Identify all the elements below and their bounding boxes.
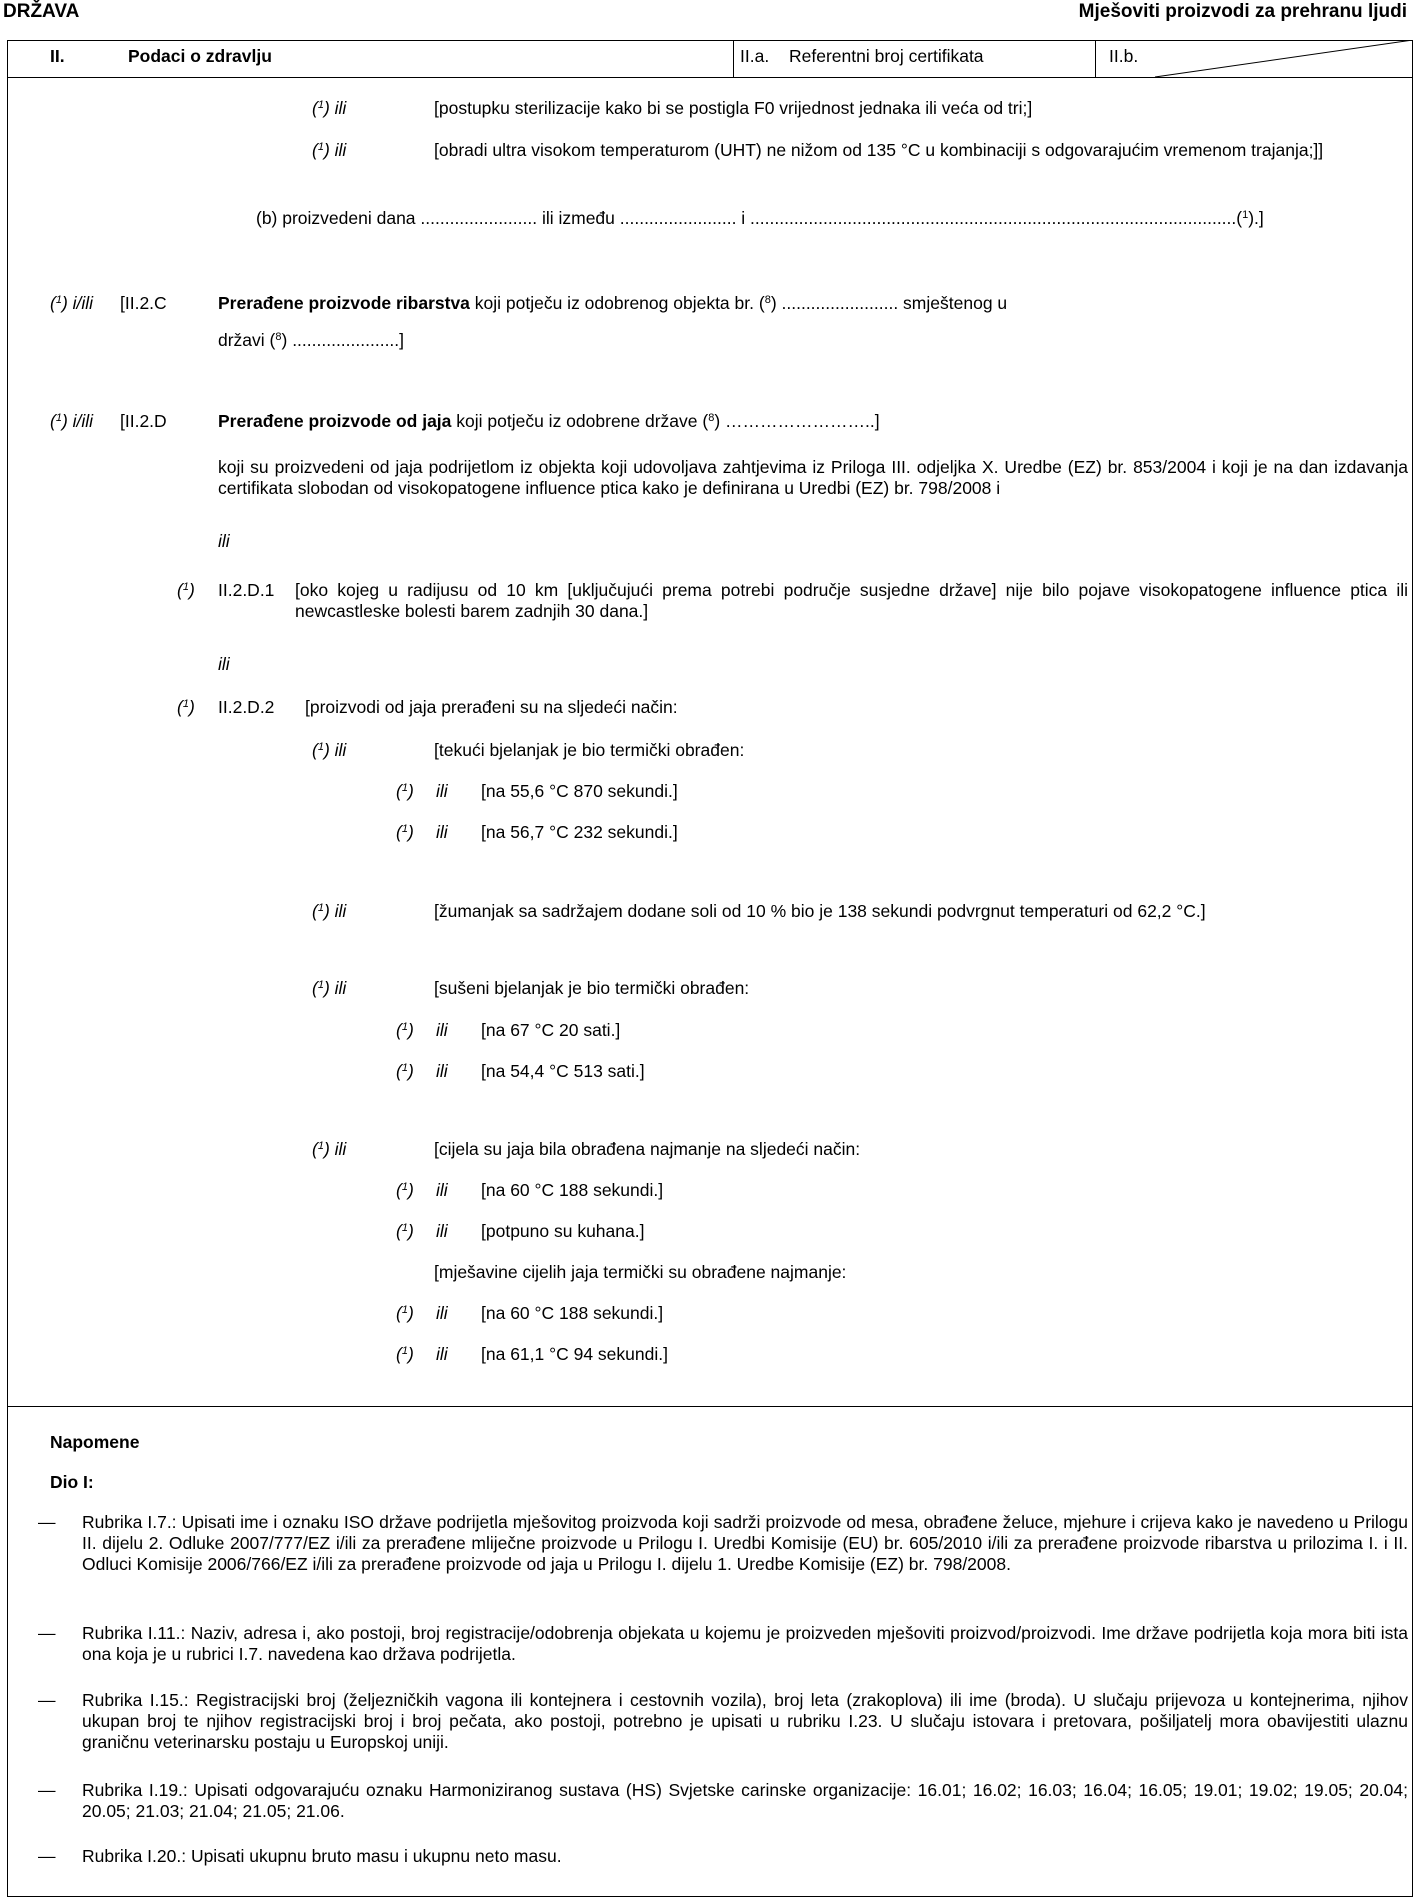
g4b-ili: ili: [436, 1221, 448, 1241]
ref-g1a: ($^1$): [396, 781, 414, 801]
ref-g4: ($^1$) ili: [312, 1139, 347, 1159]
g4a-text: [na 60 °C 188 sekundi.]: [481, 1180, 664, 1200]
notes-title: Napomene: [50, 1432, 140, 1452]
ii2d-text: [218, 411, 880, 432]
ref-g3: ($^1$) ili: [312, 978, 347, 998]
ref-ii2d1: ($^1$): [177, 580, 195, 600]
ref-g2: ($^1$) ili: [312, 901, 347, 921]
frame-header-bottom: [7, 77, 1413, 78]
frame-left: [7, 40, 8, 1897]
note-item: Rubrika I.11.: Naziv, adresa i, ako postoji, broj registracije/odobrenja objekata u kojemu je proizveden mješoviti proizvod/proizvodi. Ime države podrijetla koja mora biti ista ona koja je u rubrici I.7. navedena kao država podrijetla.: [82, 1623, 1408, 1664]
ii2d1-text: [oko kojeg u radijusu od 10 km [uključujući prema potrebi područje susjedne države] nije bilo pojave visokopatogene influence ptica ili newcastleske bolesti barem zadnjih 30 dana.]: [295, 580, 1408, 621]
ref-g1: ($^1$) ili: [312, 740, 347, 760]
ii2d-code: [II.2.D: [120, 411, 167, 431]
note-item: Rubrika I.19.: Upisati odgovarajuću oznaku Harmoniziranog sustava (HS) Svjetske carinske organizacije: 16.01; 16.02; 16.03; 16.04; 16.05; 19.01; 19.02; 19.05; 20.04; 20.05; 21.03; 21.04; 21.05; 21.06.: [82, 1780, 1408, 1821]
notes-part: Dio I:: [50, 1472, 94, 1492]
or-1: ili: [218, 531, 230, 551]
g4b-text: [potpuno su kuhana.]: [481, 1221, 645, 1241]
sterilization-text: [postupku sterilizacije kako bi se postigla F0 vrijednost jednaka ili veća od tri;]: [434, 98, 1033, 118]
ii2d-bold: Prerađene proizvode od jaja: [218, 411, 452, 431]
g1a-ili: ili: [436, 781, 448, 801]
ref-g4e: ($^1$): [396, 1344, 414, 1364]
ii2d-rest: koji potječu iz odobrene države ($^8$) ……………………..]: [451, 411, 880, 431]
g4d-text: [na 60 °C 188 sekundi.]: [481, 1303, 664, 1323]
g1a-text: [na 55,6 °C 870 sekundi.]: [481, 781, 678, 801]
g4e-text: [na 61,1 °C 94 sekundi.]: [481, 1344, 668, 1364]
frame-divider-1: [733, 40, 734, 77]
ii2d2-text: [proizvodi od jaja prerađeni su na sljedeći način:: [305, 697, 678, 717]
ref-g3b: ($^1$): [396, 1061, 414, 1081]
ii2c-bold: Prerađene proizvode ribarstva: [218, 293, 470, 313]
diagonal-strike: [1095, 40, 1413, 77]
note-dash: —: [38, 1623, 56, 1643]
g1-text: [tekući bjelanjak je bio termički obrađen:: [434, 740, 745, 760]
or-2: ili: [218, 654, 230, 674]
country-label: DRŽAVA: [3, 1, 80, 22]
part-title: Podaci o zdravlju: [128, 46, 272, 66]
ii2d-paragraph: koji su proizvedeni od jaja podrijetlom iz objekta koji udovoljava zahtjevima iz Priloga III. odjeljka X. Uredbe (EZ) br. 853/2004 i koji je na dan izdavanja certifikata slobodan od visokopatogene influence ptica kako je definirana u Uredbi (EZ) br. 798/2008 i: [218, 457, 1408, 498]
g3a-text: [na 67 °C 20 sati.]: [481, 1020, 621, 1040]
g1b-ili: ili: [436, 822, 448, 842]
g3-text: [sušeni bjelanjak je bio termički obrađen:: [434, 978, 750, 998]
ii2c-text: [218, 293, 1007, 314]
sub-code: II.b.: [1109, 46, 1139, 66]
ref-g3a: ($^1$): [396, 1020, 414, 1040]
note-item: Rubrika I.15.: Registracijski broj (željezničkih vagona ili kontejnera i cestovnih vozila), broj leta (zrakoplova) ili ime (broda). U slučaju prijevoza u kontejnerima, njihov ukupan broj te njihov registracijski broj i broj pečata, ako postoji, potrebno je upisati u rubriku I.23. U slučaju istovara i pretovara, pošiljatelj mora obavijestiti ulaznu graničnu veterinarsku postaju u Europskoj uniji.: [82, 1690, 1408, 1752]
note-dash: —: [38, 1846, 56, 1866]
g4a-ili: ili: [436, 1180, 448, 1200]
ref-sterilization: ($^1$) ili: [312, 98, 347, 118]
ref-g4b: ($^1$): [396, 1221, 414, 1241]
ii2d1-code: II.2.D.1: [218, 580, 275, 600]
g3a-ili: ili: [436, 1020, 448, 1040]
ref-ii2d2: ($^1$): [177, 697, 195, 717]
part-number: II.: [50, 46, 65, 66]
g4c-text: [mješavine cijelih jaja termički su obrađene najmanje:: [434, 1262, 847, 1282]
produced-line: (b) proizvedeni dana ........................ ili između ........................ i ....................................................................................................($^1$).]: [256, 208, 1264, 228]
note-dash: —: [38, 1690, 56, 1710]
document-title: Mješoviti proizvodi za prehranu ljudi: [1078, 1, 1407, 22]
ii2c-code: [II.2.C: [120, 293, 167, 313]
g4e-ili: ili: [436, 1344, 448, 1364]
ref-ii2c: ($^1$) i/ili: [50, 293, 94, 313]
ref-g1b: ($^1$): [396, 822, 414, 842]
ii2d2-code: II.2.D.2: [218, 697, 275, 717]
ref-ii2d: ($^1$) i/ili: [50, 411, 94, 431]
g3b-text: [na 54,4 °C 513 sati.]: [481, 1061, 645, 1081]
g4d-ili: ili: [436, 1303, 448, 1323]
uht-text: [obradi ultra visokom temperaturom (UHT) ne nižom od 135 °C u kombinaciji s odgovarajućim vremenom trajanja;]]: [434, 140, 1324, 160]
ref-g4a: ($^1$): [396, 1180, 414, 1200]
ii2c-country: državi ($^8$) ......................]: [218, 330, 405, 350]
ref-g4d: ($^1$): [396, 1303, 414, 1323]
note-dash: —: [38, 1780, 56, 1800]
g4-text: [cijela su jaja bila obrađena najmanje na sljedeći način:: [434, 1139, 861, 1159]
g2-text: [žumanjak sa sadržajem dodane soli od 10 % bio je 138 sekundi podvrgnut temperaturi od 62,2 °C.]: [434, 901, 1206, 921]
ref-label: Referentni broj certifikata: [789, 46, 984, 66]
ref-code: II.a.: [740, 46, 770, 66]
note-dash: —: [38, 1512, 56, 1532]
ref-uht: ($^1$) ili: [312, 140, 347, 160]
g3b-ili: ili: [436, 1061, 448, 1081]
g1b-text: [na 56,7 °C 232 sekundi.]: [481, 822, 678, 842]
ii2c-rest: koji potječu iz odobrenog objekta br. ($^8$) ........................ smještenog u: [469, 293, 1008, 313]
frame-notes-divider: [7, 1406, 1413, 1407]
note-item: Rubrika I.20.: Upisati ukupnu bruto masu i ukupnu neto masu.: [82, 1846, 562, 1866]
note-item: Rubrika I.7.: Upisati ime i oznaku ISO države podrijetla mješovitog proizvoda koji sadrži proizvode od mesa, obrađene želuce, mjehure i crijeva kako je navedeno u Prilogu II. dijelu 2. Odluke 2007/777/EZ i/ili za prerađene mliječne proizvode u Prilogu I. Uredbi Komisije (EU) br. 605/2010 i/ili za prerađene proizvode ribarstva u prilozima I. i II. Odluci Komisije 2006/766/EZ i/ili za prerađene proizvode od jaja u Prilogu I. dijelu 1. Uredbe Komisije (EZ) br. 798/2008.: [82, 1512, 1408, 1574]
